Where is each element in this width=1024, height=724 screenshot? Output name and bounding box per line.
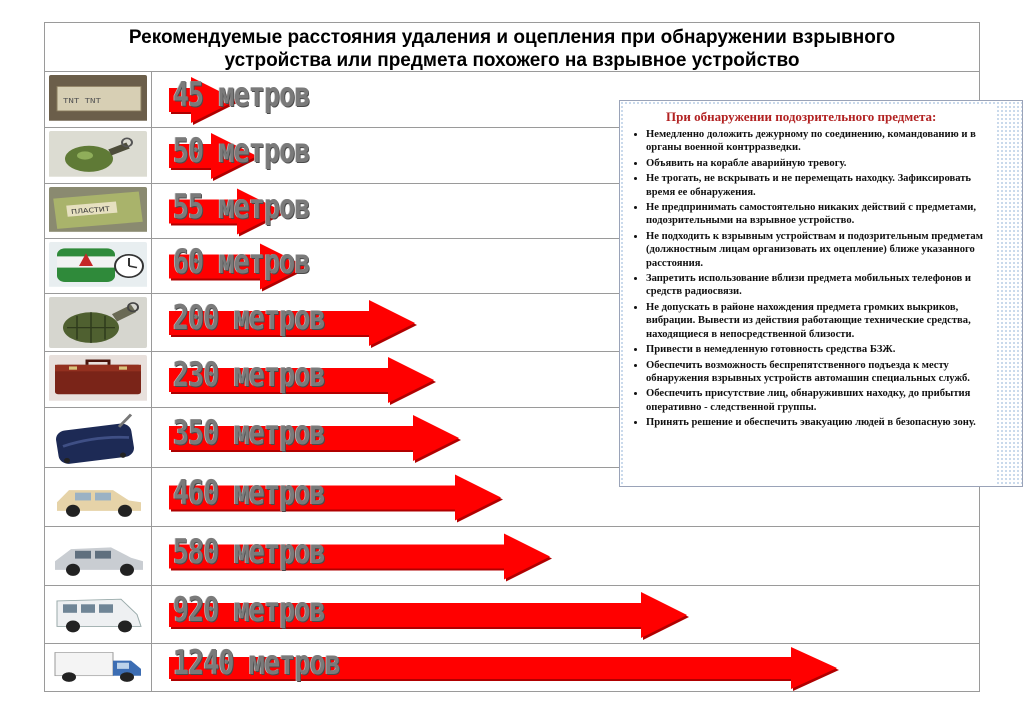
info-item: • Принять решение и обеспечить эвакуацию людей в безопасную зону. xyxy=(646,416,996,429)
distance-label: 920 метров xyxy=(173,590,325,630)
title-line-2: устройства или предмета похожего на взрывное устройство xyxy=(224,50,800,71)
info-item: • Не подходить к взрывным устройствам и подозрительным предметам (должностным лицам организовать их оцепление) ближе указанного расстояния. xyxy=(646,230,996,270)
info-list xyxy=(624,128,996,430)
svg-text:TNT TNT: TNT TNT xyxy=(63,95,101,105)
info-item: • Обеспечить присутствие лиц, обнаруживших находку, до прибытия оперативно - следственной группы. xyxy=(646,387,996,414)
distance-label: 200 метров xyxy=(173,298,325,338)
info-item: • Объявить на корабле аварийную тревогу. xyxy=(646,157,996,170)
distance-label: 350 метров xyxy=(173,413,325,453)
distance-label: 460 метров xyxy=(173,473,325,513)
title-line-1: Рекомендуемые расстояния удаления и оцепления при обнаружении взрывного xyxy=(128,27,896,48)
info-item: • Запретить использование вблизи предмета мобильных телефонов и средств радиосвязи. xyxy=(646,272,996,299)
info-item: • Не трогать, не вскрывать и не перемещать находку. Зафиксировать время ее обнаружения. xyxy=(646,172,996,199)
info-title: При обнаружении подозрительного предмета: xyxy=(666,109,937,124)
distance-label: 60 метров xyxy=(173,242,310,282)
distance-label: 45 метров xyxy=(173,75,310,115)
distance-row xyxy=(45,526,979,585)
poster-title xyxy=(45,23,979,71)
distance-label: 50 метров xyxy=(173,131,310,171)
info-item: • Обеспечить возможность беспрепятственного подъезда к месту обнаружения взрывных устройств автомашин специальных служб. xyxy=(646,359,996,386)
info-panel xyxy=(619,100,1023,487)
distance-row xyxy=(45,643,979,691)
info-item: • Привести в немедленную готовность средства БЗЖ. xyxy=(646,343,996,356)
svg-text:ПЛАСТИТ: ПЛАСТИТ xyxy=(70,204,111,216)
distance-label: 230 метров xyxy=(173,355,325,395)
info-item: • Не допускать в районе нахождения предмета громких выкриков, вибрации. Вывести из действия работающие технические средства, находящиеся в непосредственной близости. xyxy=(646,301,996,341)
info-panel-content xyxy=(624,105,996,484)
info-item: • Не предпринимать самостоятельно никаких действий с предметами, подозрительными на взрывное устройство. xyxy=(646,201,996,228)
info-item: • Немедленно доложить дежурному по соединению, командованию и в органы военной контрразведки. xyxy=(646,128,996,155)
distance-row xyxy=(45,585,979,643)
poster-frame xyxy=(44,22,983,692)
distance-label: 55 метров xyxy=(173,187,310,227)
distance-label: 1240 метров xyxy=(173,643,341,683)
distance-label: 580 метров xyxy=(173,532,325,572)
